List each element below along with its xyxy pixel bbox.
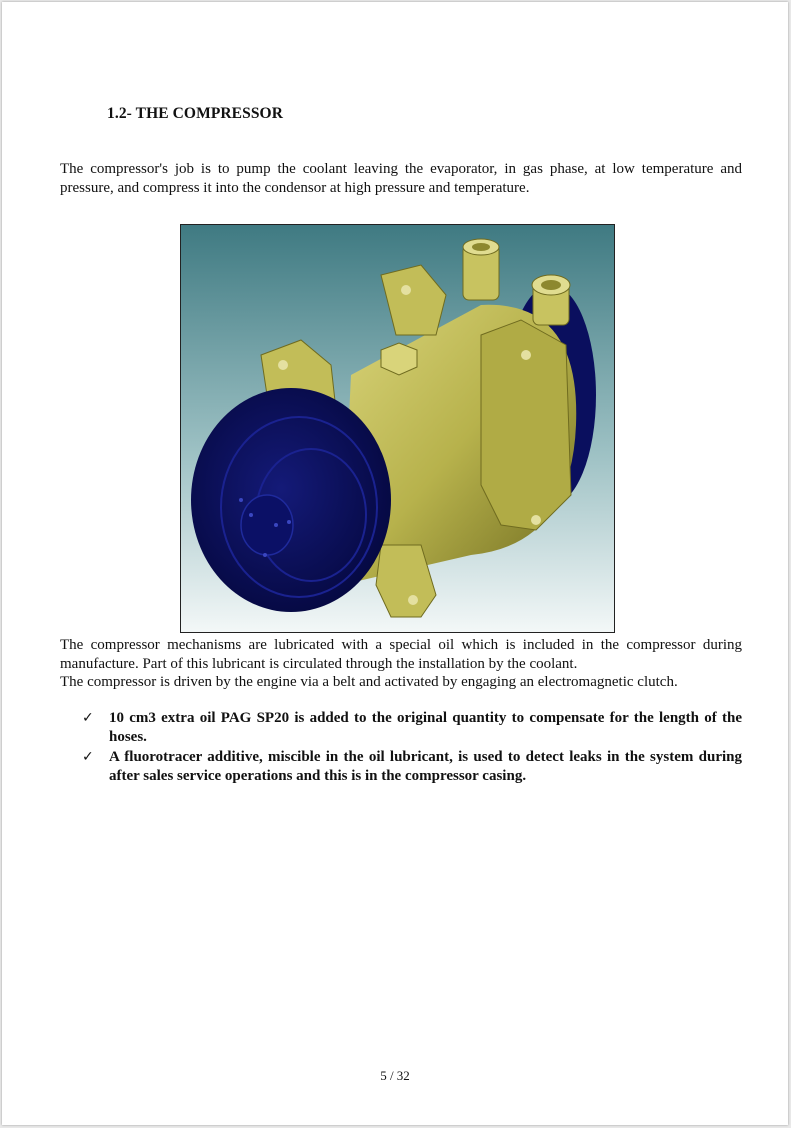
list-item-text: A fluorotracer additive, miscible in the oil lubricant, is used to detect leaks in the system during after sales service operations and this is in the compressor casing. bbox=[109, 749, 742, 784]
list-item-text: 10 cm3 extra oil PAG SP20 is added to the original quantity to compensate for the length of the hoses. bbox=[109, 710, 742, 745]
notes-list bbox=[82, 709, 742, 787]
compressor-illustration bbox=[180, 224, 615, 633]
document-page bbox=[2, 2, 788, 1125]
compressor-render bbox=[181, 225, 615, 633]
drive-paragraph: The compressor is driven by the engine via a belt and activated by engaging an electromagnetic clutch. bbox=[60, 674, 678, 690]
lubrication-paragraph: The compressor mechanisms are lubricated with a special oil which is included in the compressor during manufacture. Part of this lubricant is circulated through the installation by the coolant. bbox=[60, 637, 742, 672]
section-heading: 1.2- THE COMPRESSOR bbox=[107, 105, 284, 122]
list-item bbox=[82, 709, 742, 746]
page-number: 5 / 32 bbox=[380, 1068, 410, 1083]
list-item bbox=[82, 748, 742, 785]
checkmark-icon: ✓ bbox=[82, 710, 94, 726]
checkmark-icon: ✓ bbox=[82, 749, 94, 765]
intro-paragraph: The compressor's job is to pump the coolant leaving the evaporator, in gas phase, at low temperature and pressure, and compress it into the condensor at high pressure and temperature. bbox=[60, 161, 742, 196]
